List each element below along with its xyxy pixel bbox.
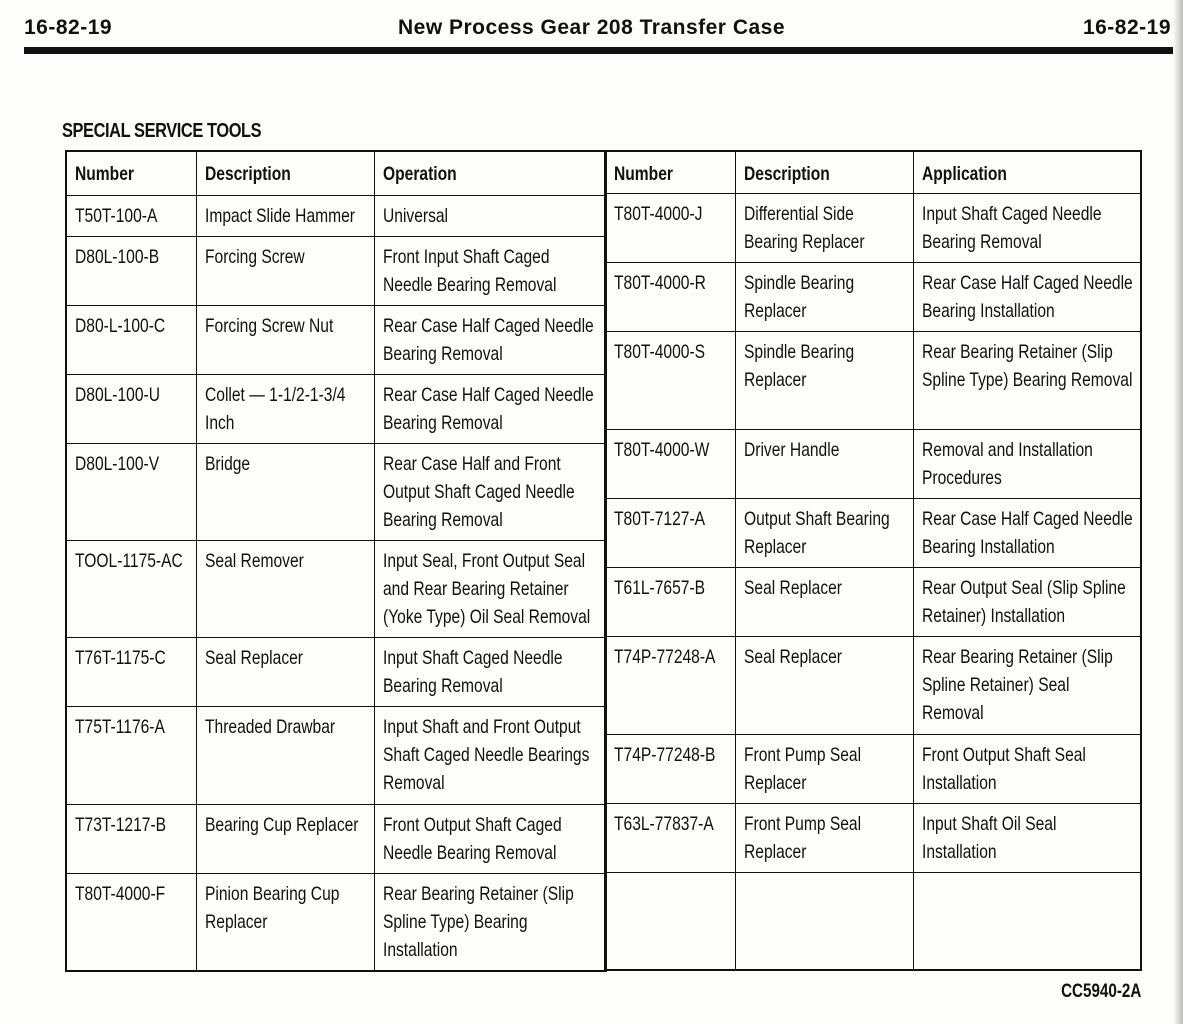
cell-application: Removal and Installation Procedures: [913, 429, 1141, 498]
cell-application: Rear Output Seal (Slip Spline Retainer) Installation: [913, 567, 1141, 636]
cell-description: Front Pump Seal Replacer: [735, 734, 913, 803]
cell-operation: Input Shaft and Front Output Shaft Caged Needle Bearings Removal: [374, 706, 606, 804]
cell-application: Input Shaft Oil Seal Installation: [913, 803, 1141, 872]
cell-description: Impact Slide Hammer: [196, 195, 374, 236]
cell-number: T61L-7657-B: [605, 567, 735, 636]
cell-application: Front Output Shaft Seal Installation: [913, 734, 1141, 803]
cell-number: T63L-77837-A: [605, 803, 735, 872]
cell-application: Rear Case Half Caged Needle Bearing Installation: [913, 498, 1141, 567]
table-row: [66, 804, 606, 873]
cell-description: Seal Remover: [196, 540, 374, 637]
table-row: [605, 803, 1141, 872]
cell-description: Seal Replacer: [196, 637, 374, 706]
table-row: [605, 193, 1141, 262]
cell-number: T74P-77248-A: [605, 636, 735, 734]
column-header-description: Description: [196, 151, 374, 195]
section-title: SPECIAL SERVICE TOOLS: [62, 120, 262, 142]
cell-operation: Input Seal, Front Output Seal and Rear Bearing Retainer (Yoke Type) Oil Seal Removal: [374, 540, 606, 637]
table-row: [66, 236, 606, 305]
cell-operation: Input Shaft Caged Needle Bearing Removal: [374, 637, 606, 706]
cell-number: T75T-1176-A: [66, 706, 196, 804]
cell-description: Spindle Bearing Replacer: [735, 262, 913, 331]
table-row: [605, 331, 1141, 429]
header-rule: [24, 47, 1183, 54]
cell-number: TOOL-1175-AC: [66, 540, 196, 637]
cell-operation: Rear Bearing Retainer (Slip Spline Type) Bearing Installation: [374, 873, 606, 971]
table-row: [66, 540, 606, 637]
cell-operation: Front Output Shaft Caged Needle Bearing Removal: [374, 804, 606, 873]
table-header-row: [605, 151, 1141, 193]
cell-number: T80T-4000-R: [605, 262, 735, 331]
cell-number: T80T-4000-W: [605, 429, 735, 498]
cell-number: T80T-4000-J: [605, 193, 735, 262]
table-row: [605, 734, 1141, 803]
page-number-left: 16-82-19: [24, 16, 113, 39]
cell-number: D80L-100-B: [66, 236, 196, 305]
cell-number: [605, 872, 735, 970]
cell-number: D80L-100-U: [66, 374, 196, 443]
cell-description: Collet — 1-1/2-1-3/4 Inch: [196, 374, 374, 443]
cell-description: Driver Handle: [735, 429, 913, 498]
cell-description: Seal Replacer: [735, 567, 913, 636]
cell-operation: Front Input Shaft Caged Needle Bearing Removal: [374, 236, 606, 305]
cell-description: Front Pump Seal Replacer: [735, 803, 913, 872]
table-row: [66, 873, 606, 971]
cell-description: Pinion Bearing Cup Replacer: [196, 873, 374, 971]
cell-number: T80T-4000-F: [66, 873, 196, 971]
table-row: [605, 636, 1141, 734]
table-row: [66, 305, 606, 374]
table-row: [66, 706, 606, 804]
cell-number: T74P-77248-B: [605, 734, 735, 803]
page-title: New Process Gear 208 Transfer Case: [397, 16, 786, 39]
cell-number: T50T-100-A: [66, 195, 196, 236]
cell-description: Output Shaft Bearing Replacer: [735, 498, 913, 567]
special-service-tools-table-right: [604, 150, 1142, 971]
table-row: [66, 374, 606, 443]
cell-description: Threaded Drawbar: [196, 706, 374, 804]
cell-number: D80L-100-V: [66, 443, 196, 540]
cell-description: Bridge: [196, 443, 374, 540]
cell-application: Rear Bearing Retainer (Slip Spline Retainer) Seal Removal: [913, 636, 1141, 734]
column-header-application: Application: [913, 151, 1141, 193]
cell-number: T80T-4000-S: [605, 331, 735, 429]
special-service-tools-table-left: [65, 150, 607, 972]
figure-code: CC5940-2A: [1060, 981, 1141, 1002]
page-number-right: 16-82-19: [1082, 16, 1171, 39]
page-edge-shadow: [1173, 0, 1183, 1024]
table-row: [605, 567, 1141, 636]
table-row: [605, 498, 1141, 567]
table-row: [605, 262, 1141, 331]
table-row: [605, 872, 1141, 970]
cell-operation: Rear Case Half Caged Needle Bearing Removal: [374, 374, 606, 443]
cell-number: T76T-1175-C: [66, 637, 196, 706]
column-header-description: Description: [735, 151, 913, 193]
table-row: [66, 195, 606, 236]
cell-application: Rear Bearing Retainer (Slip Spline Type) Bearing Removal: [913, 331, 1141, 429]
cell-application: [913, 872, 1141, 970]
table-row: [605, 429, 1141, 498]
column-header-operation: Operation: [374, 151, 606, 195]
column-header-number: Number: [66, 151, 196, 195]
cell-description: Bearing Cup Replacer: [196, 804, 374, 873]
cell-application: Rear Case Half Caged Needle Bearing Installation: [913, 262, 1141, 331]
cell-description: [735, 872, 913, 970]
cell-number: T80T-7127-A: [605, 498, 735, 567]
cell-operation: Rear Case Half and Front Output Shaft Caged Needle Bearing Removal: [374, 443, 606, 540]
cell-number: D80-L-100-C: [66, 305, 196, 374]
cell-description: Seal Replacer: [735, 636, 913, 734]
cell-description: Forcing Screw Nut: [196, 305, 374, 374]
table-row: [66, 637, 606, 706]
cell-description: Differential Side Bearing Replacer: [735, 193, 913, 262]
cell-application: Input Shaft Caged Needle Bearing Removal: [913, 193, 1141, 262]
cell-operation: Universal: [374, 195, 606, 236]
cell-description: Spindle Bearing Replacer: [735, 331, 913, 429]
cell-description: Forcing Screw: [196, 236, 374, 305]
table-header-row: [66, 151, 606, 195]
column-header-number: Number: [605, 151, 735, 193]
table-row: [66, 443, 606, 540]
cell-operation: Rear Case Half Caged Needle Bearing Removal: [374, 305, 606, 374]
cell-number: T73T-1217-B: [66, 804, 196, 873]
